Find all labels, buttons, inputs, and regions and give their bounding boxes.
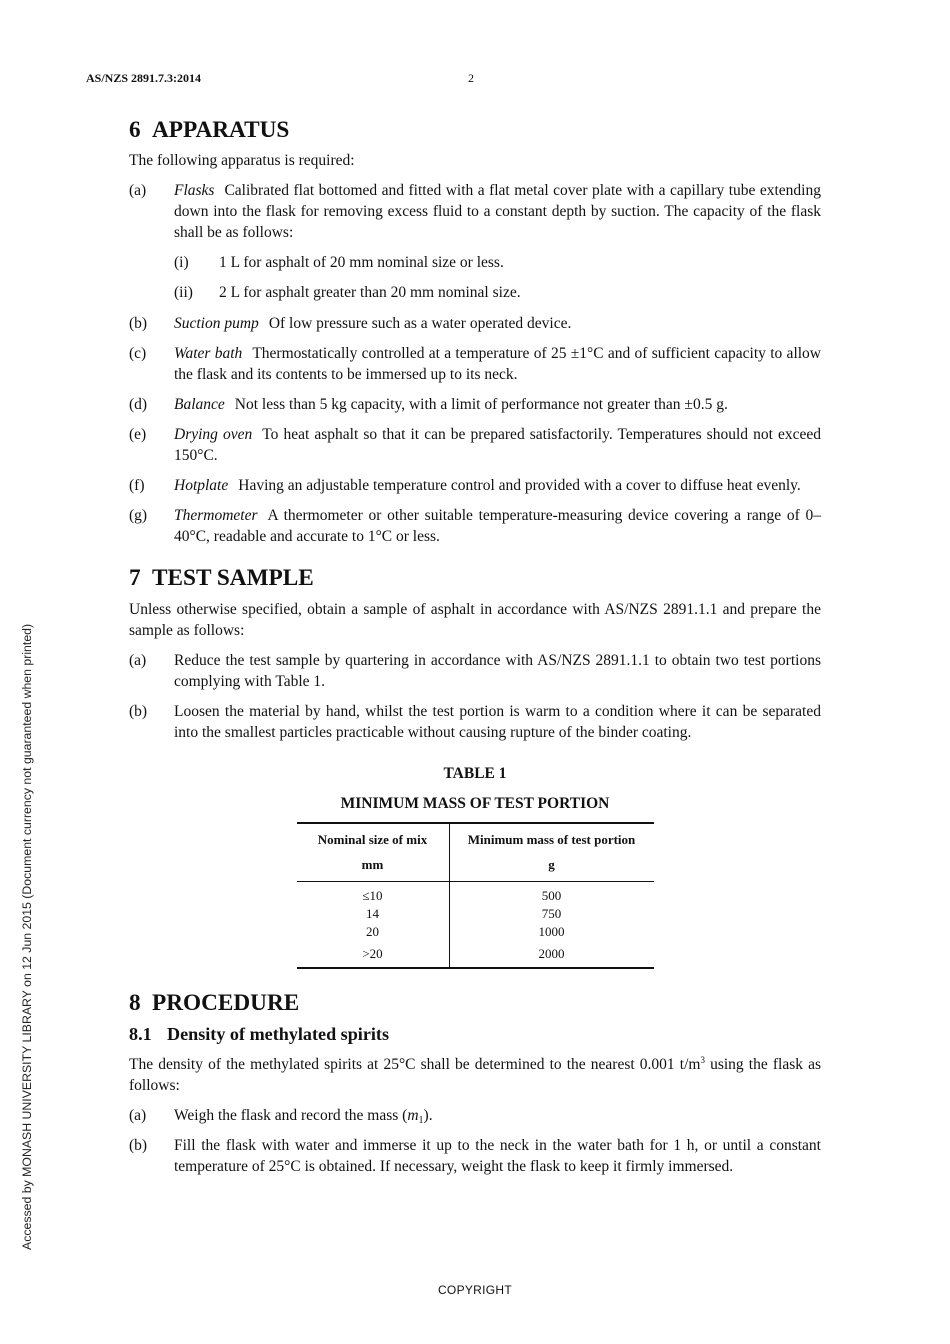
minimum-mass-table <box>297 822 654 969</box>
apparatus-item-c: (c) Water bath Thermostatically controlled at a temperature of 25 ±1°C and of sufficient capacity to allow the flask and its contents to be immersed up to its neck. <box>129 345 821 383</box>
col-header-nominal-size: Nominal size of mix <box>297 823 450 850</box>
apparatus-item-b: (b) Suction pump Of low pressure such as a water operated device. <box>129 315 572 332</box>
flask-capacity-ii: (ii) 2 L for asphalt greater than 20 mm nominal size. <box>174 284 521 301</box>
col-unit-mm: mm <box>297 850 450 882</box>
section-6-heading: 6 APPARATUS <box>129 117 290 143</box>
table-row: 14 750 <box>297 905 654 923</box>
sample-item-b: (b) Loosen the material by hand, whilst the test portion is warm to a condition where it can be separated into the smallest particles practicable without causing rupture of the binder coating. <box>129 703 821 741</box>
sample-item-a: (a) Reduce the test sample by quartering in accordance with AS/NZS 2891.1.1 to obtain two test portions complying with Table 1. <box>129 652 821 690</box>
apparatus-item-a: (a) Flasks Calibrated flat bottomed and fitted with a flat metal cover plate with a capillary tube extending down into the flask for removing excess fluid to a constant depth by suction. The capacity of the flask shall be as follows: <box>129 182 821 241</box>
document-code: AS/NZS 2891.7.3:2014 <box>86 71 202 85</box>
section-7-heading: 7 TEST SAMPLE <box>129 565 314 591</box>
table-title: MINIMUM MASS OF TEST PORTION <box>340 795 610 812</box>
apparatus-item-g: (g) Thermometer A thermometer or other suitable temperature-measuring device covering a range of 0–40°C, readable and accurate to 1°C or less. <box>129 507 821 545</box>
section-7-intro: Unless otherwise specified, obtain a sample of asphalt in accordance with AS/NZS 2891.1.1 and prepare the sample as follows: <box>129 601 821 639</box>
table-label: TABLE 1 <box>443 765 507 782</box>
apparatus-item-f: (f) Hotplate Having an adjustable temperature control and provided with a cover to diffuse heat evenly. <box>129 477 801 494</box>
apparatus-item-d: (d) Balance Not less than 5 kg capacity, with a limit of performance not greater than ±0.5 g. <box>129 396 728 413</box>
table-row: 20 1000 <box>297 923 654 941</box>
page-number: 2 <box>468 71 474 85</box>
copyright-footer: COPYRIGHT <box>437 1283 513 1297</box>
procedure-item-b: (b) Fill the flask with water and immerse it up to the neck in the water bath for 1 h, or until a constant temperature of 25°C is obtained. If necessary, weight the flask to keep it firmly immersed. <box>129 1137 821 1175</box>
col-header-minimum-mass: Minimum mass of test portion <box>449 823 654 850</box>
apparatus-item-e: (e) Drying oven To heat asphalt so that it can be prepared satisfactorily. Temperatures should not exceed 150°C. <box>129 426 821 464</box>
flask-capacity-i: (i) 1 L for asphalt of 20 mm nominal size or less. <box>174 254 504 271</box>
section-8-1-intro: The density of the methylated spirits at 25°C shall be determined to the nearest 0.001 $t/m^3$ using the flask as follows: <box>129 1055 821 1094</box>
section-8-heading: 8 PROCEDURE <box>129 990 300 1016</box>
procedure-item-a: (a) Weigh the flask and record the mass $(m_1)$. <box>129 1107 433 1126</box>
subsection-8-1-heading: 8.1 Density of methylated spirits <box>129 1024 390 1044</box>
table-row: ≤10 500 <box>297 882 654 906</box>
section-6-intro: The following apparatus is required: <box>129 152 355 169</box>
table-row: >20 2000 <box>297 941 654 968</box>
col-unit-g: g <box>449 850 654 882</box>
access-watermark: Accessed by MONASH UNIVERSITY LIBRARY on 12 Jun 2015 (Document currency not guaranteed when printed) <box>20 623 34 1250</box>
page-content <box>129 117 821 1177</box>
